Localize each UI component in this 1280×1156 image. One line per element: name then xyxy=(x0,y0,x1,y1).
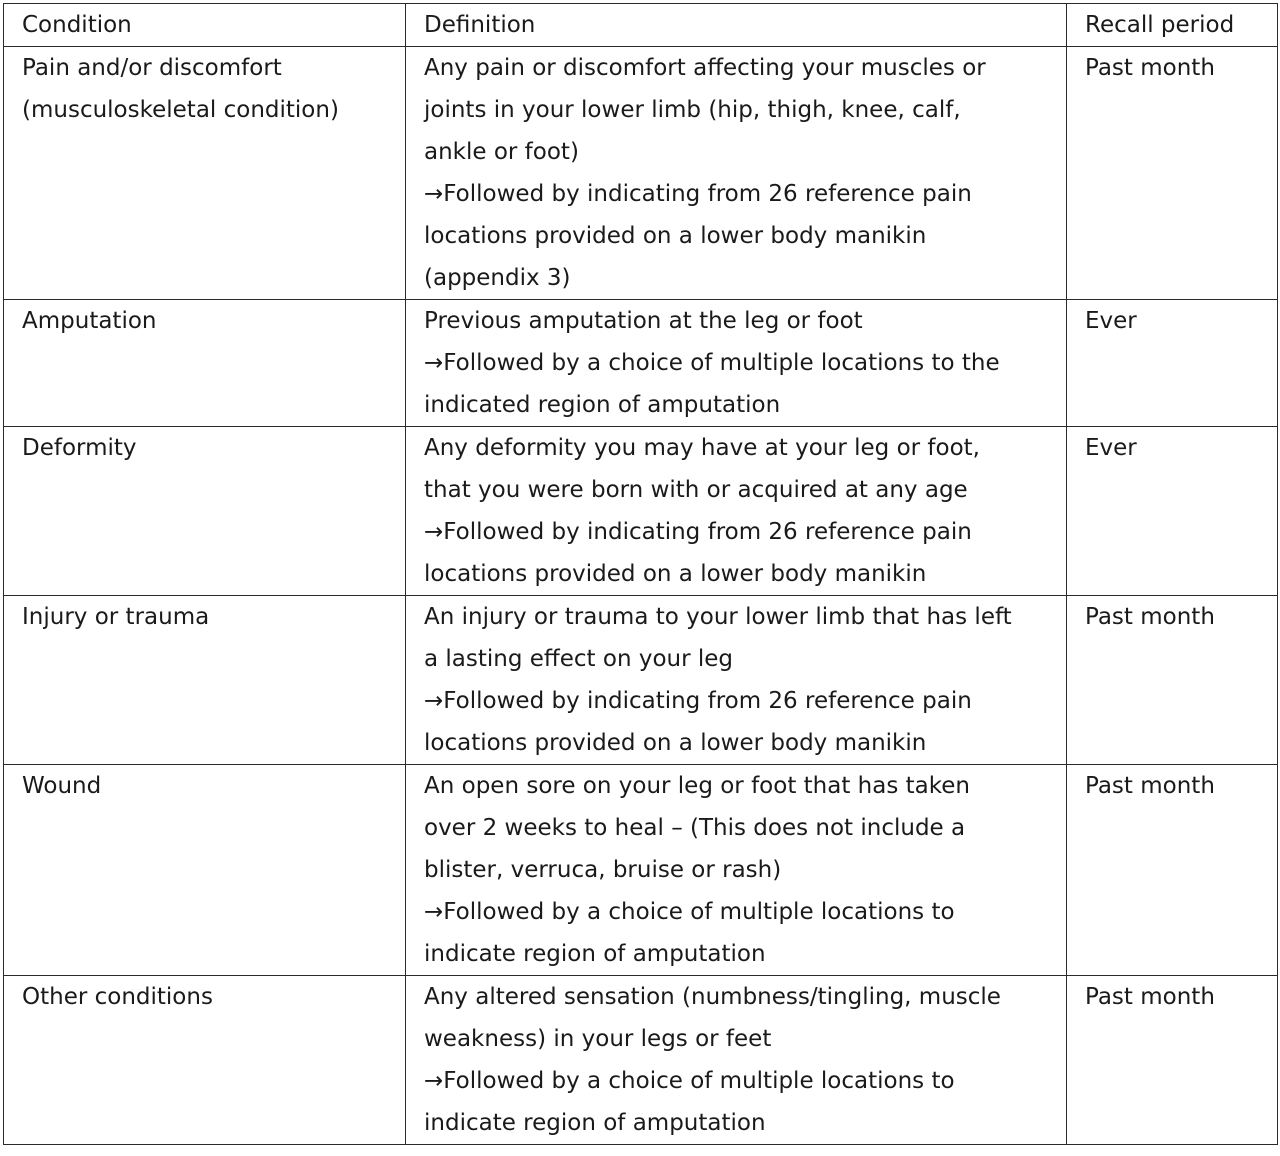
table-row xyxy=(4,765,1278,976)
condition-line: Deformity xyxy=(22,435,137,461)
table-row xyxy=(4,300,1278,427)
recall-period-cell: Past month xyxy=(1067,596,1278,765)
condition-line: Injury or trauma xyxy=(22,604,210,630)
definition-line: →Followed by indicating from 26 reference pain xyxy=(424,688,972,714)
definition-line: weakness) in your legs or feet xyxy=(424,1026,772,1052)
recall-period-cell: Ever xyxy=(1067,427,1278,596)
recall-period-cell: Ever xyxy=(1067,300,1278,427)
conditions-table xyxy=(3,3,1278,1145)
table-row xyxy=(4,976,1278,1145)
header-condition: Condition xyxy=(4,4,406,47)
header-definition: Definition xyxy=(406,4,1067,47)
definition-line: Any altered sensation (numbness/tingling, muscle xyxy=(424,984,1001,1010)
condition-cell xyxy=(4,976,406,1145)
definition-line: locations provided on a lower body manikin xyxy=(424,730,927,756)
condition-cell xyxy=(4,47,406,300)
table-row xyxy=(4,427,1278,596)
condition-cell xyxy=(4,427,406,596)
definition-cell xyxy=(406,596,1067,765)
definition-line: that you were born with or acquired at any age xyxy=(424,477,968,503)
header-recall-period: Recall period xyxy=(1067,4,1278,47)
definition-line: →Followed by indicating from 26 reference pain xyxy=(424,519,972,545)
condition-cell xyxy=(4,765,406,976)
definition-cell xyxy=(406,976,1067,1145)
definition-line: over 2 weeks to heal – (This does not include a xyxy=(424,815,966,841)
condition-line: (musculoskeletal condition) xyxy=(22,97,339,123)
definition-line: joints in your lower limb (hip, thigh, knee, calf, xyxy=(424,97,961,123)
definition-cell xyxy=(406,300,1067,427)
condition-line: Amputation xyxy=(22,308,157,334)
definition-line: An injury or trauma to your lower limb that has left xyxy=(424,604,1012,630)
definition-cell xyxy=(406,47,1067,300)
definition-line: An open sore on your leg or foot that has taken xyxy=(424,773,970,799)
condition-cell xyxy=(4,596,406,765)
definition-line: (appendix 3) xyxy=(424,265,571,291)
definition-cell xyxy=(406,427,1067,596)
definition-line: ankle or foot) xyxy=(424,139,579,165)
definition-line: →Followed by a choice of multiple locations to the xyxy=(424,350,1000,376)
definition-line: →Followed by a choice of multiple locations to xyxy=(424,899,955,925)
table-row xyxy=(4,596,1278,765)
condition-cell xyxy=(4,300,406,427)
definition-line: a lasting effect on your leg xyxy=(424,646,734,672)
table-row xyxy=(4,47,1278,300)
definition-line: Any deformity you may have at your leg or foot, xyxy=(424,435,980,461)
definition-cell xyxy=(406,765,1067,976)
condition-line: Pain and/or discomfort xyxy=(22,55,282,81)
definition-line: blister, verruca, bruise or rash) xyxy=(424,857,782,883)
definition-line: →Followed by a choice of multiple locations to xyxy=(424,1068,955,1094)
definition-line: Previous amputation at the leg or foot xyxy=(424,308,863,334)
condition-line: Wound xyxy=(22,773,102,799)
definition-line: indicate region of amputation xyxy=(424,941,766,967)
definition-line: Any pain or discomfort affecting your muscles or xyxy=(424,55,986,81)
definition-line: indicate region of amputation xyxy=(424,1110,766,1136)
header-row xyxy=(4,4,1278,47)
definition-line: indicated region of amputation xyxy=(424,392,781,418)
definition-line: locations provided on a lower body manikin xyxy=(424,223,927,249)
condition-line: Other conditions xyxy=(22,984,213,1010)
recall-period-cell: Past month xyxy=(1067,765,1278,976)
definition-line: →Followed by indicating from 26 reference pain xyxy=(424,181,972,207)
recall-period-cell: Past month xyxy=(1067,976,1278,1145)
recall-period-cell: Past month xyxy=(1067,47,1278,300)
definition-line: locations provided on a lower body manikin xyxy=(424,561,927,587)
